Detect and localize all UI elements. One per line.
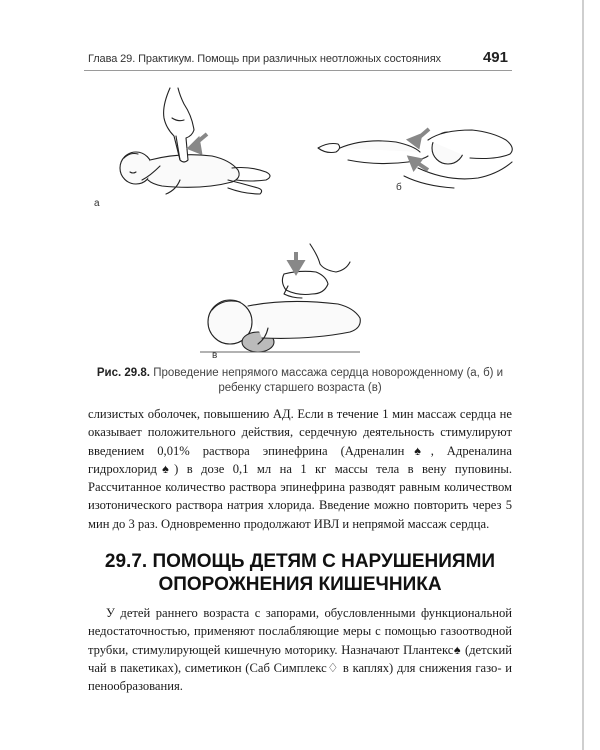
figure-caption-lead: Рис. 29.8. xyxy=(96,367,150,379)
figure-label-b: б xyxy=(396,182,402,193)
section-heading xyxy=(88,550,512,596)
figure-label-c: в xyxy=(212,350,218,361)
figure-label-a: а xyxy=(94,198,100,209)
illustration-a xyxy=(100,88,280,200)
paragraph-1 xyxy=(88,405,512,533)
running-title: Глава 29. Практикум. Помощь при различных неотложных состояниях xyxy=(88,53,441,65)
running-header xyxy=(84,48,512,71)
paragraph-1-text: слизистых оболочек, повышению АД. Если в течение 1 мин массаж сердца не оказывает положительного действия, сердечную деятельность стимулируют введением 0,01% раствора эпинефрина (Адреналин♠, Адреналина гидрохлорид♠) в дозе 0,1 мл на 1 кг массы тела в вену пуповины. Рассчитанное количество раствора эпинефрина разводят равным количеством изотонического раствора натрия хлорида. Введение можно повторить через 5 мин до 3 раз. Одновременно продолжают ИВЛ и непрямой массаж сердца. xyxy=(88,407,512,531)
paragraph-2 xyxy=(88,604,512,695)
illustration-b xyxy=(318,118,516,194)
figure-caption xyxy=(90,366,510,396)
page-number: 491 xyxy=(482,49,508,66)
figure-caption-text: Проведение непрямого массажа сердца новорожденному (а, б) и ребенку старшего возраста (в) xyxy=(150,367,504,394)
page-edge xyxy=(582,0,584,750)
illustration-c xyxy=(200,244,362,354)
section-heading-line-1: 29.7. ПОМОЩЬ ДЕТЯМ С НАРУШЕНИЯМИ xyxy=(104,551,496,572)
section-heading-line-2: ОПОРОЖНЕНИЯ КИШЕЧНИКА xyxy=(158,574,442,595)
paragraph-2-text: У детей раннего возраста с запорами, обусловленными функциональной недостаточностью, применяют послабляющие меры с помощью газоотводной трубки, стимулирующей кишечную моторику. Назначают Плантекс♠ (детский чай в пакетиках), симетикон (Саб Симплекс♢ в каплях) для снижения газо- и пенообразования. xyxy=(88,606,512,694)
